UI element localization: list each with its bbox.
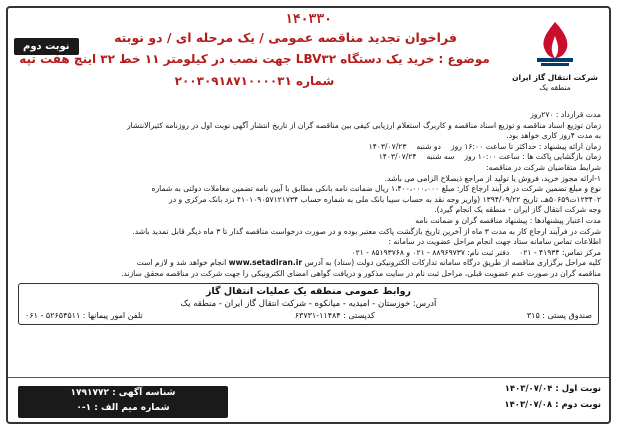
submit-deadline xyxy=(16,142,601,153)
pr-contact-row xyxy=(25,310,592,322)
ad-id-box xyxy=(18,386,228,418)
submit-label: زمان ارائه پیشنهاد : حداکثر تا ساعت ۱۶:۰۰ روز xyxy=(450,141,601,151)
mim-alef-number: شماره میم الف : ۱-۰ xyxy=(76,403,170,413)
all-stages-tail: انجام خواهد شد و لازم است xyxy=(136,258,227,268)
guarantee-line-3: وجه شرکت انتقال گاز ایران - منطقه یک انجام گیرد). xyxy=(434,205,601,215)
submit-day: دو شنبه xyxy=(416,141,441,151)
open-day: سه شنبه xyxy=(426,152,455,162)
notice-header xyxy=(8,8,609,110)
notice-subject: موضوع : خرید یک دستگاه LBV۳۲ جهت نصب در کیلومتر ۱۱ خط ۳۲ اینچ هفت تپه xyxy=(19,52,490,66)
opening-time xyxy=(16,152,601,163)
validity-line: مدت اعتبار پیشنهادها : پیشنهاد مناقصه گران و ضمانت نامه xyxy=(415,215,601,225)
guarantee-line-1: نوع و مبلغ تضمین شرکت در فرآیند ارجاع کار: مبلغ ۱،۴۰۰،۰۰۰،۰۰۰ ریال ضمانت نامه بانکی مطابق با آیین نامه تضمین معاملات دولتی به شماره xyxy=(151,184,601,194)
participation-line: شرکت در فرآیند ارجاع کار به مدت ۳ ماه از آخرین تاریخ بازگشت پاکت معتبر بوده و در صورت درخواست مناقصه گذار تا ۳ ماه دیگر قابل تمدید باشد. xyxy=(132,226,601,236)
call-center: مرکز تماس: ۴۱۹۳۴ - ۰۲۱ xyxy=(519,247,601,257)
contract-period: مدت قرارداد : ۲۷۰روز xyxy=(530,110,601,119)
notice-frame xyxy=(6,6,611,424)
notice-footer xyxy=(8,377,609,422)
first-round-label: نوبت اول : xyxy=(555,384,601,394)
second-round xyxy=(504,400,601,410)
ad-id: شناسه آگهی : ۱۷۹۱۷۷۲ xyxy=(70,388,176,398)
notice-number: ۱۴۰۳۳۰ xyxy=(285,12,332,27)
conditions-title: شرایط متقاضیان شرکت در مناقصه: xyxy=(486,162,601,172)
postal-code: کدپستی : ۱۱۴۸۴-۶۳۷۳۱ xyxy=(294,310,375,320)
company-logo xyxy=(507,18,603,93)
second-round-date: ۱۴۰۳/۰۷/۰۸ xyxy=(504,400,553,410)
registration-office: دفتر ثبت نام: ۸۸۹۶۹۷۳۷ - ۰۲۱ و ۸۵۱۹۳۷۶۸ - ۰۲۱ xyxy=(351,247,510,257)
setad-website-link[interactable]: www.setadiran.ir xyxy=(228,258,303,268)
guarantee-line-2: ۱۲۳۴۰۲ت۵۰۶۵۹هـ، تاریخ ۱۳۹۴/۰۹/۲۲ (واریز وجه نقد به حساب سیبا بانک ملی به شماره حساب ۴۱۰۱۰۹۰۵۷۱۲۱۷۳۴ نزد بانک مرکزی و در xyxy=(169,194,601,204)
distribution-line-2: به مدت ۴روز کاری خواهد بود. xyxy=(506,131,601,141)
second-round-label: نوبت دوم : xyxy=(555,400,601,410)
company-name: شرکت انتقال گاز ایران xyxy=(512,73,598,82)
notice-title: فراخوان تجدید مناقصه عمومی / یک مرحله ای / دو نوبته xyxy=(114,30,457,45)
pr-address: آدرس: خوزستان - امیدیه - میانکوه - شرکت انتقال گاز ایران - منطقه یک xyxy=(180,298,437,309)
round-badge: نوبت دوم xyxy=(14,38,79,55)
all-stages-line xyxy=(16,258,601,269)
tender-notice xyxy=(4,4,617,430)
contracts-phone: تلفن امور پیمانها : ۵۲۶۵۴۵۱۱ - ۰۶۱ xyxy=(25,310,143,320)
public-relations-box xyxy=(18,283,599,325)
condition-1: ۱-ارائه مجوز خرید، فروش یا تولید از مراجع ذیصلاح الزامی می باشد. xyxy=(384,173,601,183)
contact-numbers xyxy=(16,248,601,259)
company-region: منطقه یک xyxy=(539,83,571,92)
first-round-date: ۱۴۰۳/۰۷/۰۴ xyxy=(504,384,553,394)
contact-info: اطلاعات تماس سامانه ستاد جهت انجام مراحل عضویت در سامانه : xyxy=(388,237,601,247)
first-round xyxy=(505,384,601,394)
pr-heading: روابط عمومی منطقه یک عملیات انتقال گاز xyxy=(205,285,412,297)
open-date: ۱۴۰۳/۰۷/۲۴ xyxy=(378,152,417,162)
all-stages-text: کلیه مراحل برگزاری مناقصه از طریق درگاه سامانه تدارکات الکترونیکی دولت (ستاد) به آدرس xyxy=(304,258,601,268)
notice-body xyxy=(8,110,609,280)
distribution-line-1: زمان توزیع اسناد مناقصه و توزیع اسناد مناقصه و کاربرگ استعلام ارزیابی کیفی بین مناقصه گران از تاریخ انتشار آگهی نوبت اول در روزنامه کثیرالانتشار xyxy=(126,120,601,130)
notice-code: شماره ۲۰۰۳۰۹۱۸۷۱۰۰۰۰۳۱ xyxy=(174,74,335,88)
submit-date: ۱۴۰۳/۰۷/۲۳ xyxy=(368,141,407,151)
po-box: صندوق پستی : ۳۱۵ xyxy=(526,310,592,320)
open-label: زمان بازگشایی پاکت ها : ساعت ۱۰:۰۰ روز xyxy=(464,152,601,162)
membership-line: مناقصه گران در صورت عدم عضویت قبلی، مراحل ثبت نام در سایت مذکور و دریافت گواهی امضای الکترونیکی را جهت شرکت در مناقصه محقق سازند. xyxy=(120,268,601,278)
